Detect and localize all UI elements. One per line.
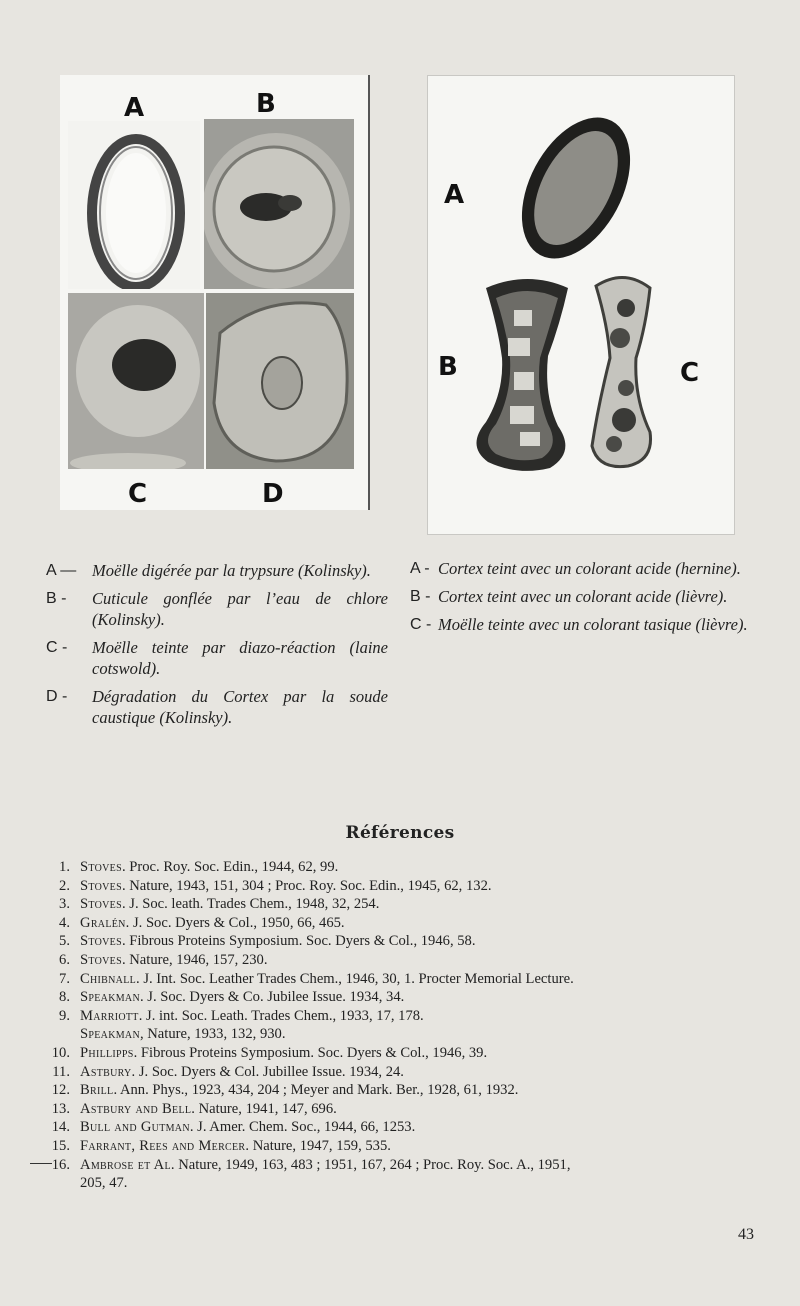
reference-item	[44, 914, 764, 933]
figure-label-d-left: D	[262, 479, 284, 509]
reference-author: Speakman	[80, 1026, 140, 1043]
caption-text: Dégradation du Cortex par la soude caustique (Kolinsky).	[92, 687, 388, 727]
micrograph-b-left	[204, 119, 354, 289]
reference-citation: . Fibrous Proteins Symposium. Soc. Dyers & Col., 1946, 58.	[121, 933, 476, 950]
reference-item	[44, 1063, 764, 1082]
reference-number: 14.	[51, 1119, 70, 1136]
caption-text: Moëlle digérée par la trypsure (Kolinsky).	[92, 561, 371, 580]
caption-label: C -	[410, 616, 432, 633]
reference-number: 13.	[51, 1100, 70, 1117]
caption-text: Moëlle teinte par diazo-réaction (laine cotswold).	[92, 638, 388, 678]
reference-item	[44, 1007, 764, 1026]
reference-author: Stoves	[80, 933, 122, 950]
reference-number: 5.	[59, 933, 70, 950]
caption-label: D -	[46, 688, 68, 705]
reference-number: 10.	[51, 1044, 70, 1061]
caption-text: Cortex teint avec un colorant acide (lièvre).	[438, 587, 728, 606]
figure-label-a-left: A	[124, 93, 145, 123]
page-number: 43	[738, 1226, 754, 1243]
reference-number: 15.	[51, 1137, 70, 1154]
reference-author: Stoves	[80, 859, 122, 875]
reference-author: Farrant, Rees and Mercer	[80, 1137, 246, 1154]
reference-number: 8.	[59, 989, 70, 1006]
caption-right-a	[410, 558, 752, 579]
reference-author: Marriott	[80, 1007, 139, 1024]
figure-label-c-right: C	[680, 358, 700, 388]
reference-citation: . J. Soc. leath. Trades Chem., 1948, 32, 254.	[121, 896, 380, 913]
reference-citation: . J. Soc. Dyers & Col. Jubillee Issue. 1934, 24.	[131, 1063, 404, 1080]
reference-item	[44, 1044, 764, 1063]
reference-item	[44, 932, 764, 951]
reference-author: Phillipps	[80, 1044, 134, 1061]
caption-text: Cuticule gonflée par l’eau de chlore (Kolinsky).	[92, 589, 388, 629]
reference-author: Stoves	[80, 877, 122, 894]
reference-item	[44, 895, 764, 914]
caption-label: A —	[46, 562, 77, 579]
reference-citation: . Nature, 1943, 151, 304 ; Proc. Roy. Soc. Edin., 1945, 62, 132.	[121, 877, 492, 894]
reference-author: Brill	[80, 1082, 114, 1099]
caption-text: Cortex teint avec un colorant acide (hernine).	[438, 559, 741, 578]
reference-number: 1.	[59, 859, 70, 875]
reference-author: Bull and Gutman	[80, 1119, 190, 1136]
captions-left	[46, 560, 388, 735]
reference-citation: . Nature, 1941, 147, 696.	[191, 1100, 337, 1117]
reference-item	[44, 1025, 764, 1044]
figure-plate-left	[60, 75, 370, 510]
caption-text: Moëlle teinte avec un colorant tasique (lièvre).	[438, 615, 748, 634]
figure-plate-right	[427, 75, 735, 535]
reference-citation: . J. Soc. Dyers & Col., 1950, 66, 465.	[125, 914, 345, 931]
reference-author: Stoves	[80, 951, 122, 968]
reference-item	[44, 951, 764, 970]
figure-label-c-left: C	[128, 479, 148, 509]
reference-item	[44, 858, 764, 877]
reference-item	[44, 1174, 764, 1193]
caption-right-c	[410, 614, 752, 635]
reference-citation: . J. int. Soc. Leath. Trades Chem., 1933, 17, 178.	[138, 1007, 424, 1024]
figure-label-a-right: A	[444, 180, 465, 210]
caption-label: B -	[410, 588, 431, 605]
caption-left-b	[46, 588, 388, 630]
reference-number: 2.	[59, 877, 70, 894]
caption-left-c	[46, 637, 388, 679]
figure-label-b-left: B	[256, 89, 276, 119]
reference-citation: . J. Amer. Chem. Soc., 1944, 66, 1253.	[189, 1119, 416, 1136]
reference-number: 4.	[59, 914, 70, 931]
reference-number: 16.	[51, 1156, 70, 1173]
reference-citation: , Nature, 1933, 132, 930.	[139, 1026, 286, 1043]
reference-citation: 205, 47.	[80, 1175, 128, 1192]
caption-label: A -	[410, 560, 430, 577]
reference-number: 7.	[59, 970, 70, 987]
reference-author: Astbury	[80, 1063, 132, 1080]
micrograph-group-right	[428, 76, 734, 534]
micrograph-d-left	[206, 293, 354, 469]
micrograph-a-left	[68, 121, 200, 289]
reference-author: Astbury and Bell	[80, 1100, 192, 1117]
micrograph-c-left	[68, 293, 204, 469]
reference-item	[44, 970, 764, 989]
caption-left-a	[46, 560, 388, 581]
reference-author: Chibnall	[80, 970, 137, 987]
reference-author: Speakman	[80, 989, 140, 1006]
reference-author: Gralén	[80, 914, 126, 931]
reference-citation: . Proc. Roy. Soc. Edin., 1944, 62, 99.	[121, 859, 339, 875]
caption-label: C -	[46, 639, 68, 656]
reference-number: 3.	[59, 896, 70, 913]
reference-citation: . Nature, 1946, 157, 230.	[121, 951, 268, 968]
reference-citation: . Ann. Phys., 1923, 434, 204 ; Meyer and Mark. Ber., 1928, 61, 1932.	[113, 1082, 519, 1099]
caption-right-b	[410, 586, 752, 607]
reference-citation: . Fibrous Proteins Symposium. Soc. Dyers & Col., 1946, 39.	[133, 1044, 488, 1061]
reference-number: 12.	[51, 1082, 70, 1099]
reference-citation: . J. Int. Soc. Leather Trades Chem., 1946, 30, 1. Procter Memorial Lecture.	[136, 970, 574, 987]
reference-item	[44, 1137, 764, 1156]
reference-author: Ambrose et Al	[80, 1156, 171, 1173]
references-heading: Références	[345, 823, 455, 843]
reference-item	[44, 1156, 764, 1175]
references-list	[44, 858, 764, 1193]
reference-item	[44, 1100, 764, 1119]
reference-item	[44, 877, 764, 896]
reference-citation: . Nature, 1949, 163, 483 ; 1951, 167, 264 ; Proc. Roy. Soc. A., 1951,	[170, 1156, 571, 1173]
caption-label: B -	[46, 590, 67, 607]
reference-number: 9.	[59, 1007, 70, 1024]
reference-number: 11.	[52, 1063, 70, 1080]
margin-dash-mark	[30, 1163, 52, 1164]
reference-item	[44, 988, 764, 1007]
captions-right	[410, 558, 752, 642]
reference-citation: . Nature, 1947, 159, 535.	[245, 1137, 391, 1154]
reference-item	[44, 1118, 764, 1137]
reference-citation: . J. Soc. Dyers & Co. Jubilee Issue. 1934, 34.	[139, 989, 405, 1006]
reference-number: 6.	[59, 951, 70, 968]
figure-label-b-right: B	[438, 352, 458, 382]
reference-author: Stoves	[80, 896, 122, 913]
reference-item	[44, 1081, 764, 1100]
caption-left-d	[46, 686, 388, 728]
